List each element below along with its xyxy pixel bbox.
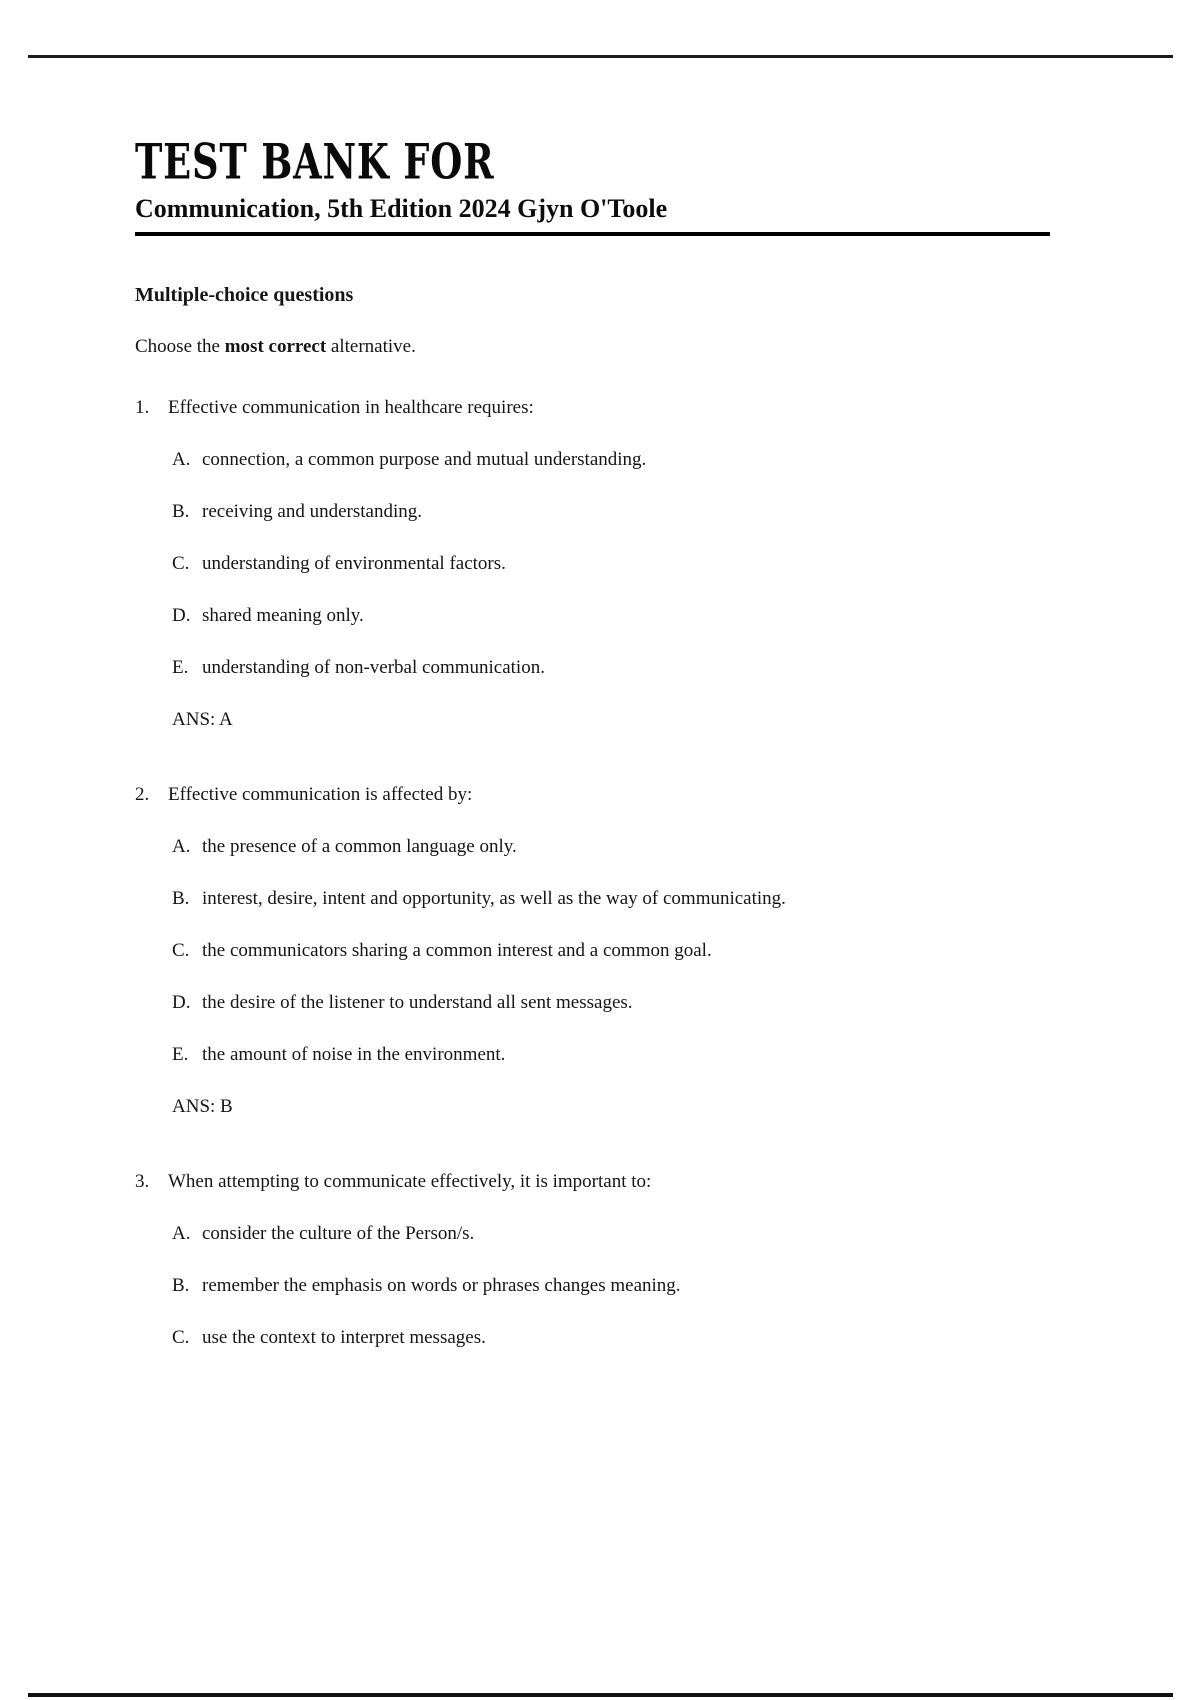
question-stem [135,781,1065,808]
option-letter: B. [172,1275,190,1296]
option-letter: A. [172,1223,191,1244]
option-letter: E. [172,657,189,678]
option-letter: D. [172,992,191,1013]
page-content [135,133,1065,1376]
option-b [172,1272,1065,1299]
section-heading: Multiple-choice questions [135,284,354,306]
option-text: receiving and understanding. [202,501,423,522]
option-c [172,1324,1065,1351]
instruction-suffix: alternative. [326,336,416,357]
question-number: 1. [135,397,150,418]
question-number: 3. [135,1171,150,1192]
answer-line: ANS: A [172,709,233,730]
option-c [172,937,1065,964]
document-subtitle: Communication, 5th Edition 2024 Gjyn O'Toole [135,194,668,223]
question-1 [135,394,1065,733]
option-a [172,833,1065,860]
option-text: interest, desire, intent and opportunity, as well as the way of communicating. [202,888,786,909]
option-letter: E. [172,1044,189,1065]
title-block [135,133,1065,191]
question-number: 2. [135,784,150,805]
instruction-emphasis: most correct [224,336,327,357]
option-text: connection, a common purpose and mutual understanding. [202,449,647,470]
header-underline [135,232,1050,236]
option-letter: B. [172,501,190,522]
question-text: Effective communication is affected by: [168,784,473,805]
question-text: When attempting to communicate effectively, it is important to: [168,1171,652,1192]
question-list [135,394,1065,1351]
question-text: Effective communication in healthcare requires: [168,397,534,418]
option-d [172,989,1065,1016]
option-letter: C. [172,1327,190,1348]
option-text: shared meaning only. [202,605,364,626]
option-a [172,446,1065,473]
option-e [172,1041,1065,1068]
option-b [172,498,1065,525]
option-d [172,602,1065,629]
option-text: use the context to interpret messages. [202,1327,486,1348]
option-letter: A. [172,836,191,857]
option-text: the desire of the listener to understand all sent messages. [202,992,633,1013]
question-stem [135,394,1065,421]
option-a [172,1220,1065,1247]
option-text: the presence of a common language only. [202,836,517,857]
answer-line: ANS: B [172,1096,233,1117]
instruction-line [135,333,1065,360]
question-stem [135,1168,1065,1195]
option-text: remember the emphasis on words or phrases changes meaning. [202,1275,681,1296]
option-c [172,550,1065,577]
option-text: consider the culture of the Person/s. [202,1223,475,1244]
question-3 [135,1168,1065,1351]
question-2 [135,781,1065,1120]
document-title: TEST BANK FOR [135,133,495,191]
option-e [172,654,1065,681]
option-letter: A. [172,449,191,470]
option-letter: C. [172,553,190,574]
option-letter: D. [172,605,191,626]
option-text: understanding of non-verbal communication. [202,657,545,678]
option-letter: C. [172,940,190,961]
bottom-rule [28,1693,1173,1697]
option-b [172,885,1065,912]
option-text: the communicators sharing a common interest and a common goal. [202,940,712,961]
top-rule [28,55,1173,58]
option-text: understanding of environmental factors. [202,553,506,574]
option-letter: B. [172,888,190,909]
option-text: the amount of noise in the environment. [202,1044,506,1065]
instruction-prefix: Choose the [135,336,225,357]
